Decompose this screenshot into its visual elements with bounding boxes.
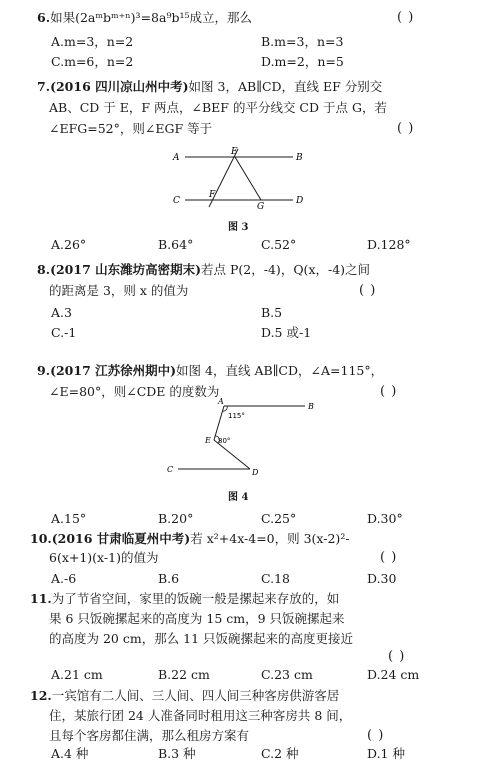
question-text-line: 的距离是 3，则 x 的值为 <box>49 283 189 298</box>
figure-3-diagram <box>165 143 315 213</box>
option-c: C.52° <box>261 237 297 252</box>
question-text: 一宾馆有二人间、三人间、四人间三种客房供游客居 <box>51 688 340 703</box>
option-d: D.5 或-1 <box>261 325 312 340</box>
answer-bracket: ( ) <box>367 728 385 743</box>
label-e: E <box>205 436 211 445</box>
question-source: (2017 江苏徐州期中) <box>50 363 177 378</box>
option-a: A.15° <box>51 511 87 526</box>
question-number: 11. <box>30 591 52 606</box>
option-a: A.-6 <box>51 571 77 586</box>
label-a: A <box>173 153 180 163</box>
answer-bracket: ( ) <box>380 384 398 399</box>
question-text: 如图 4，直线 AB∥CD，∠A=115°， <box>176 363 384 378</box>
label-e: E <box>231 147 238 157</box>
option-c: C.18 <box>261 571 290 586</box>
option-a: A.4 种 <box>51 746 89 761</box>
option-b: B.6 <box>158 571 180 586</box>
option-c: C.-1 <box>51 325 77 340</box>
option-d: D.30° <box>367 511 403 526</box>
option-d: D.m=2，n=5 <box>261 54 344 69</box>
question-text-line: 的高度为 20 cm，那么 11 只饭碗摞起来的高度更接近 <box>49 631 354 646</box>
angle-a-label: 115° <box>228 412 245 420</box>
option-b: B.20° <box>158 511 194 526</box>
question-source: (2016 四川凉山州中考) <box>50 79 189 94</box>
option-a: A.26° <box>51 237 87 252</box>
angle-e-label: 80° <box>218 437 231 445</box>
option-d: D.1 种 <box>367 746 405 761</box>
question-number: 9. <box>37 363 51 378</box>
answer-bracket: ( ) <box>388 649 406 664</box>
question-text-line: AB、CD 于 E，F 两点，∠BEF 的平分线交 CD 于点 G，若 <box>49 100 387 115</box>
option-a: A.m=3，n=2 <box>51 34 134 49</box>
answer-bracket: ( ) <box>380 550 398 565</box>
question-12 <box>30 686 339 706</box>
question-text: 如果(2aᵐbᵐ⁺ⁿ)³=8a⁹b¹⁵成立，那么 <box>50 10 252 25</box>
option-d: D.24 cm <box>367 667 420 682</box>
question-6 <box>37 8 252 28</box>
label-f: F <box>209 190 216 200</box>
question-source: (2017 山东潍坊高密期末) <box>50 262 202 277</box>
option-b: B.5 <box>261 305 283 320</box>
question-number: 8. <box>37 262 51 277</box>
option-d: D.128° <box>367 237 411 252</box>
option-d: D.30 <box>367 571 397 586</box>
option-a: A.3 <box>51 305 72 320</box>
question-number: 10. <box>30 531 52 546</box>
question-number: 6. <box>37 10 51 25</box>
question-9 <box>37 361 383 381</box>
question-text-line: ∠E=80°，则∠CDE 的度数为 <box>49 384 220 399</box>
option-b: B.3 种 <box>158 746 196 761</box>
question-text: 若点 P(2，-4)，Q(x，-4)之间 <box>201 262 371 277</box>
option-b: B.m=3，n=3 <box>261 34 344 49</box>
option-c: C.25° <box>261 511 297 526</box>
label-a: A <box>218 397 224 406</box>
question-8 <box>37 260 370 280</box>
option-b: B.22 cm <box>158 667 210 682</box>
question-text-line: 6(x+1)(x-1)的值为 <box>49 550 159 565</box>
question-text-line: 果 6 只饭碗摞起来的高度为 15 cm，9 只饭碗摞起来 <box>49 611 345 626</box>
question-text: 若 x²+4x-4=0，则 3(x-2)²- <box>190 531 350 546</box>
figure-caption: 图 3 <box>228 222 249 233</box>
question-text-line: ∠EFG=52°，则∠EGF 等于 <box>49 121 213 136</box>
question-text: 如图 3，AB∥CD，直线 EF 分别交 <box>188 79 383 94</box>
figure-caption: 图 4 <box>228 492 249 503</box>
option-c: C.23 cm <box>261 667 313 682</box>
answer-bracket: ( ) <box>397 10 415 25</box>
question-7 <box>37 77 382 97</box>
label-c: C <box>167 465 174 474</box>
question-text-line: 住，某旅行团 24 人准备同时租用这三种客房共 8 间， <box>49 708 352 723</box>
option-a: A.21 cm <box>51 667 103 682</box>
label-b: B <box>296 153 303 163</box>
option-b: B.64° <box>158 237 194 252</box>
label-c: C <box>173 196 180 206</box>
line-eg <box>235 157 261 200</box>
question-10 <box>30 529 350 549</box>
answer-bracket: ( ) <box>397 121 415 136</box>
label-d: D <box>252 468 259 477</box>
answer-bracket: ( ) <box>359 283 377 298</box>
question-number: 12. <box>30 688 52 703</box>
question-number: 7. <box>37 79 51 94</box>
label-g: G <box>257 202 265 212</box>
question-11 <box>30 589 339 609</box>
option-c: C.m=6，n=2 <box>51 54 134 69</box>
option-c: C.2 种 <box>261 746 299 761</box>
question-source: (2016 甘肃临夏州中考) <box>51 531 191 546</box>
label-d: D <box>296 196 304 206</box>
question-text: 为了节省空间，家里的饭碗一般是摞起来存放的，如 <box>51 591 340 606</box>
figure-4-diagram <box>160 396 320 486</box>
question-text-line: 且每个客房都住满，那么租房方案有 <box>49 728 250 743</box>
label-b: B <box>308 402 314 411</box>
